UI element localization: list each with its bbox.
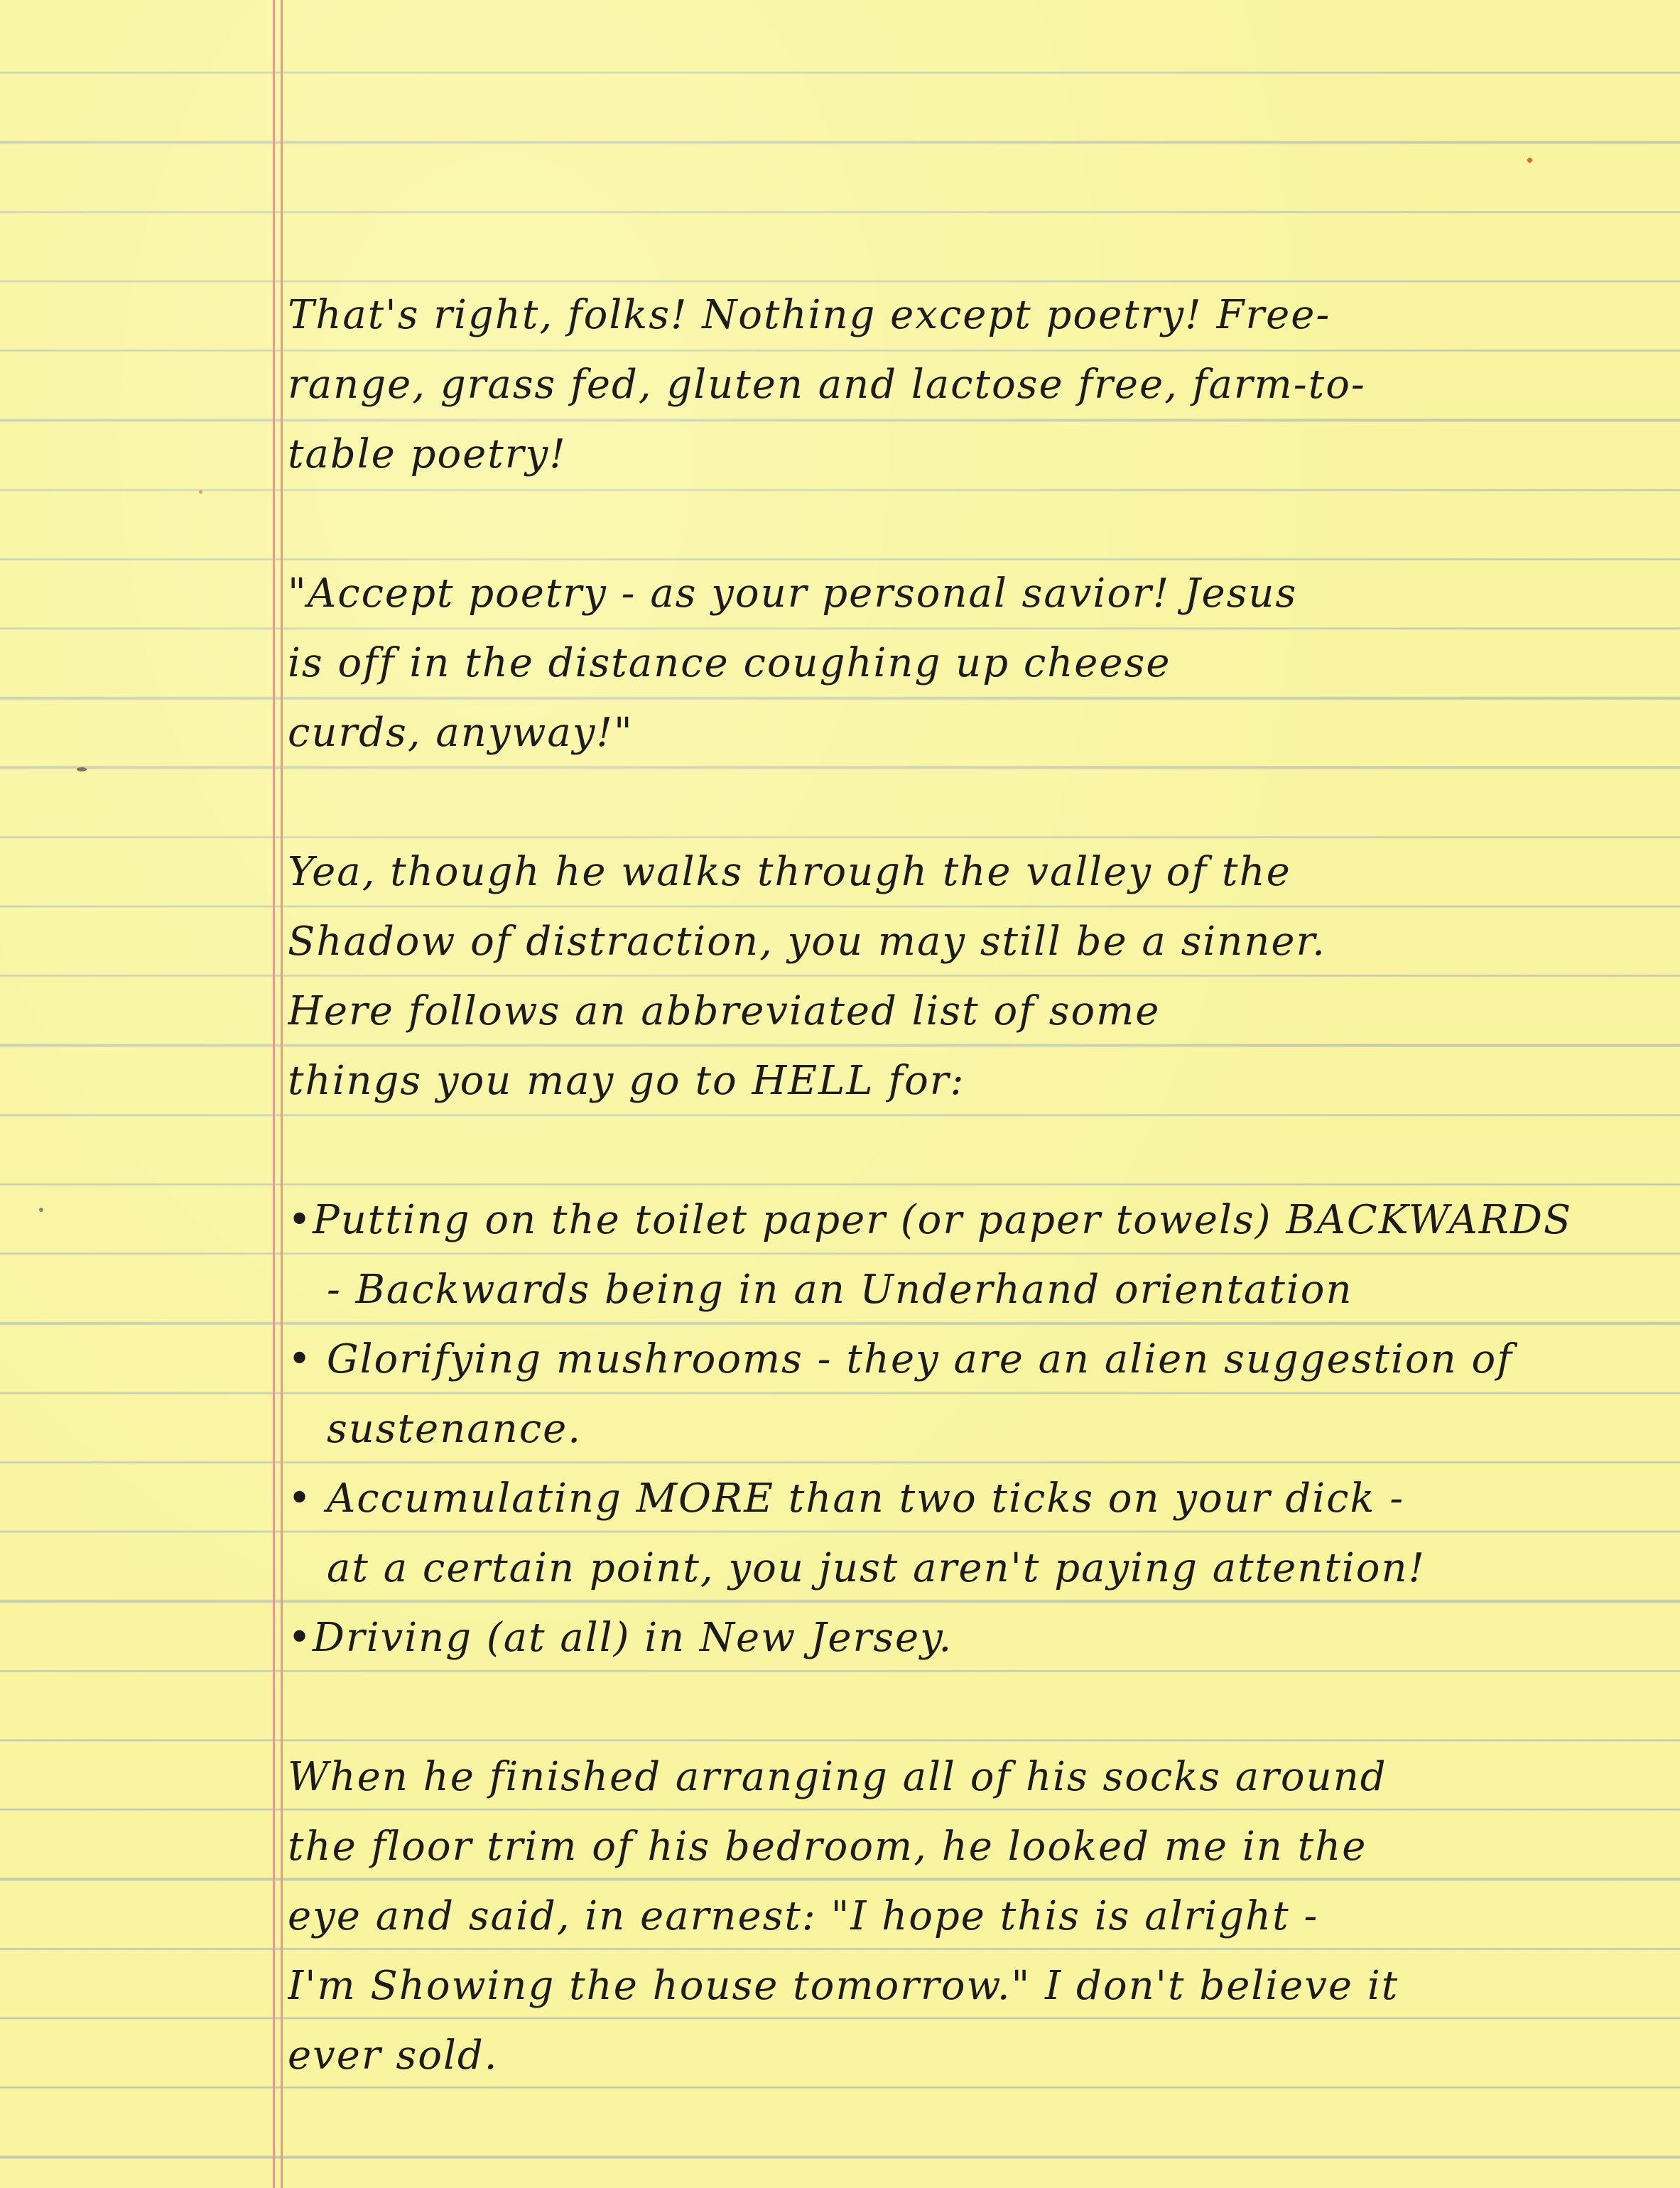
- text-line: eye and said, in earnest: "I hope this is alright -: [288, 1893, 1319, 1939]
- margin-line-left: [273, 0, 275, 2188]
- list-item-continuation: at a certain point, you just aren't paying attention!: [327, 1545, 1426, 1591]
- paragraph-gap: [288, 1673, 1637, 1743]
- text-line: That's right, folks! Nothing except poetry! Free-: [288, 292, 1331, 338]
- list-item: • Accumulating MORE than two ticks on your dick -: [288, 1475, 1405, 1522]
- list-item: •Driving (at all) in New Jersey.: [288, 1615, 953, 1661]
- paragraph-gap: [288, 489, 1637, 559]
- text-line: Shadow of distraction, you may still be a sinner.: [288, 919, 1326, 965]
- text-line: things you may go to HELL for:: [288, 1058, 965, 1104]
- list-item-continuation: - Backwards being in an Underhand orientation: [327, 1267, 1353, 1313]
- text-line: curds, anyway!": [288, 710, 634, 756]
- ink-speck: [77, 767, 87, 771]
- text-line: range, grass fed, gluten and lactose free, farm-to-: [288, 362, 1366, 408]
- text-line: Here follows an abbreviated list of some: [288, 988, 1161, 1034]
- ink-speck: [1527, 158, 1532, 163]
- text-line: Yea, though he walks through the valley of the: [288, 849, 1291, 895]
- ink-speck: [39, 1208, 43, 1212]
- list-item-continuation: sustenance.: [327, 1406, 582, 1452]
- text-line: the floor trim of his bedroom, he looked me in the: [288, 1824, 1367, 1870]
- ink-speck: [199, 490, 202, 494]
- text-line: is off in the distance coughing up cheese: [288, 640, 1171, 686]
- text-line: When he finished arranging all of his socks around: [288, 1754, 1387, 1800]
- margin-line-right: [281, 0, 283, 2188]
- text-line: "Accept poetry - as your personal savior! Jesus: [288, 570, 1298, 617]
- list-item: •Putting on the toilet paper (or paper towels) BACKWARDS: [288, 1197, 1573, 1243]
- list-item: • Glorifying mushrooms - they are an alien suggestion of: [288, 1336, 1513, 1382]
- text-line: I'm Showing the house tomorrow." I don't believe it: [288, 1963, 1399, 2009]
- handwritten-text: [288, 281, 1637, 2091]
- text-line: ever sold.: [288, 2032, 499, 2079]
- text-line: table poetry!: [288, 431, 567, 477]
- paragraph-gap: [288, 768, 1637, 838]
- paragraph-gap: [288, 1116, 1637, 1186]
